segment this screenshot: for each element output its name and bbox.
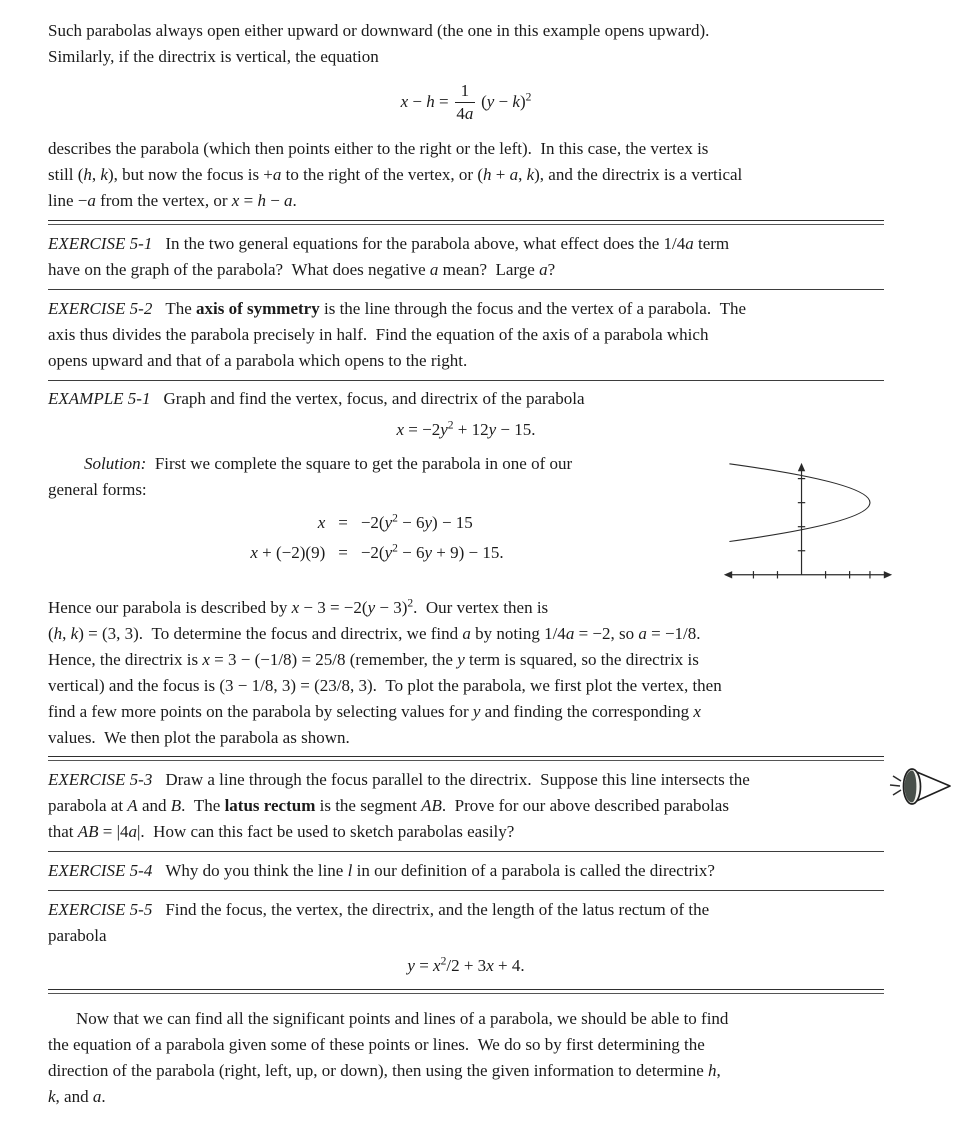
- parabola-sketch: [722, 455, 894, 591]
- equals-sign: =: [338, 543, 348, 562]
- y-axis-arrow: [798, 463, 805, 471]
- divider-double-bottom: [48, 989, 884, 994]
- example-discussion: Hence our parabola is described by $x - 3 = -2(y - 3)^2$. Our vertex then is (h, k) = (3, 3). To determine the focus and directrix, we find a by noting 1/4a = −2, so a = −1/8. Hence, the directrix is x = 3 − (−1/8) = 25/8 (remember, the y term is squared, so the directrix is vertical) and the focus is (3 − 1/8, 3) = (23/8, 3). To plot the parabola, we first plot the vertex, then find a few more points on the parabola by selecting values for y and finding the corresponding x values. We then plot the parabola as shown.: [48, 596, 722, 747]
- intro-paragraph-2: describes the parabola (which then points either to the right or the left). In this case, the vertex is still (h, k), but now the focus is +a to the right of the vertex, or (h + a, k), and the directrix is a vertical line −a from the vertex, or x = h − a.: [48, 139, 743, 210]
- example-display-equation: $x = -2y^2 + 12y - 15$.: [396, 418, 536, 439]
- exercise-5-4: [48, 852, 884, 890]
- exercise-5-5: [48, 891, 884, 989]
- exercise-text: Find the focus, the vertex, the directrix, and the length of the latus rectum of the parabola: [48, 900, 710, 945]
- example-heading: [48, 386, 884, 412]
- solution-paragraph: Solution: First we complete the square to get the parabola in one of our general forms:: [48, 454, 573, 499]
- equation-rhs: $-2(y^2 - 6y + 9) - 15$.: [360, 541, 504, 562]
- equation-row: [250, 508, 503, 538]
- exercise-text: Why do you think the line l in our definition of a parabola is called the directrix?: [165, 861, 715, 880]
- exercise-label: EXERCISE 5-4: [48, 861, 153, 880]
- x-axis-arrow-left: [724, 571, 732, 578]
- equation-lhs: x: [317, 513, 326, 532]
- fraction-denominator: 4a: [456, 103, 474, 123]
- exercise-text: In the two general equations for the parabola above, what effect does the 1/4a term have on the graph of the parabola? What does negative a mean? Large a?: [48, 234, 730, 279]
- x-axis-arrow-right: [884, 571, 892, 578]
- exercise-text: The axis of symmetry is the line through the focus and the vertex of a parabola. The axis thus divides the parabola precisely in half. Find the equation of the axis of a parabola which opens upward and that of a parabola which opens to the right.: [48, 299, 747, 370]
- exercise-5-1: [48, 225, 884, 289]
- exercise-label: EXERCISE 5-5: [48, 900, 153, 919]
- exercise-equation: $y = x^2/2 + 3x + 4$.: [407, 954, 525, 975]
- equation-row: [250, 538, 503, 568]
- parabola-figure: [722, 455, 894, 591]
- equation-lhs: x − h =: [400, 92, 449, 111]
- exercise-text: Draw a line through the focus parallel to the directrix. Suppose this line intersects the parabola at A and B. The latus rectum is the segment AB. Prove for our above described parabolas that AB = |4a|. How can this fact be used to sketch parabolas easily?: [48, 770, 750, 841]
- megaphone-icon: [888, 763, 954, 811]
- fraction-numerator: 1: [455, 81, 476, 102]
- fraction: [455, 81, 476, 122]
- example-5-1: [48, 381, 884, 756]
- exercise-label: EXERCISE 5-1: [48, 234, 153, 253]
- exercise-label: EXERCISE 5-2: [48, 299, 153, 318]
- intro-paragraph-1: Such parabolas always open either upward or downward (the one in this example opens upward). Similarly, if the directrix is vertical, the equation: [48, 21, 710, 66]
- exercise-5-2: [48, 290, 884, 380]
- closing-paragraph: Now that we can find all the significant points and lines of a parabola, we should be able to find the equation of a parabola given some of these points or lines. We do so by first determining the direction of the parabola (right, left, up, or down), then using the given information to determine h, k, and a.: [48, 1009, 729, 1106]
- exercise-label: EXERCISE 5-3: [48, 770, 153, 789]
- equation-rhs: $(y - k)^2$: [481, 90, 532, 111]
- example-label: EXAMPLE 5-1: [48, 389, 151, 408]
- equation-rhs: $-2(y^2 - 6y) - 15$: [360, 511, 473, 532]
- example-lead: Graph and find the vertex, focus, and directrix of the parabola: [163, 389, 585, 408]
- vertical-directrix-equation: [48, 77, 884, 127]
- equation-lhs: x + (−2)(9): [250, 543, 326, 562]
- exercise-5-3: [48, 761, 884, 851]
- equals-sign: =: [338, 513, 348, 532]
